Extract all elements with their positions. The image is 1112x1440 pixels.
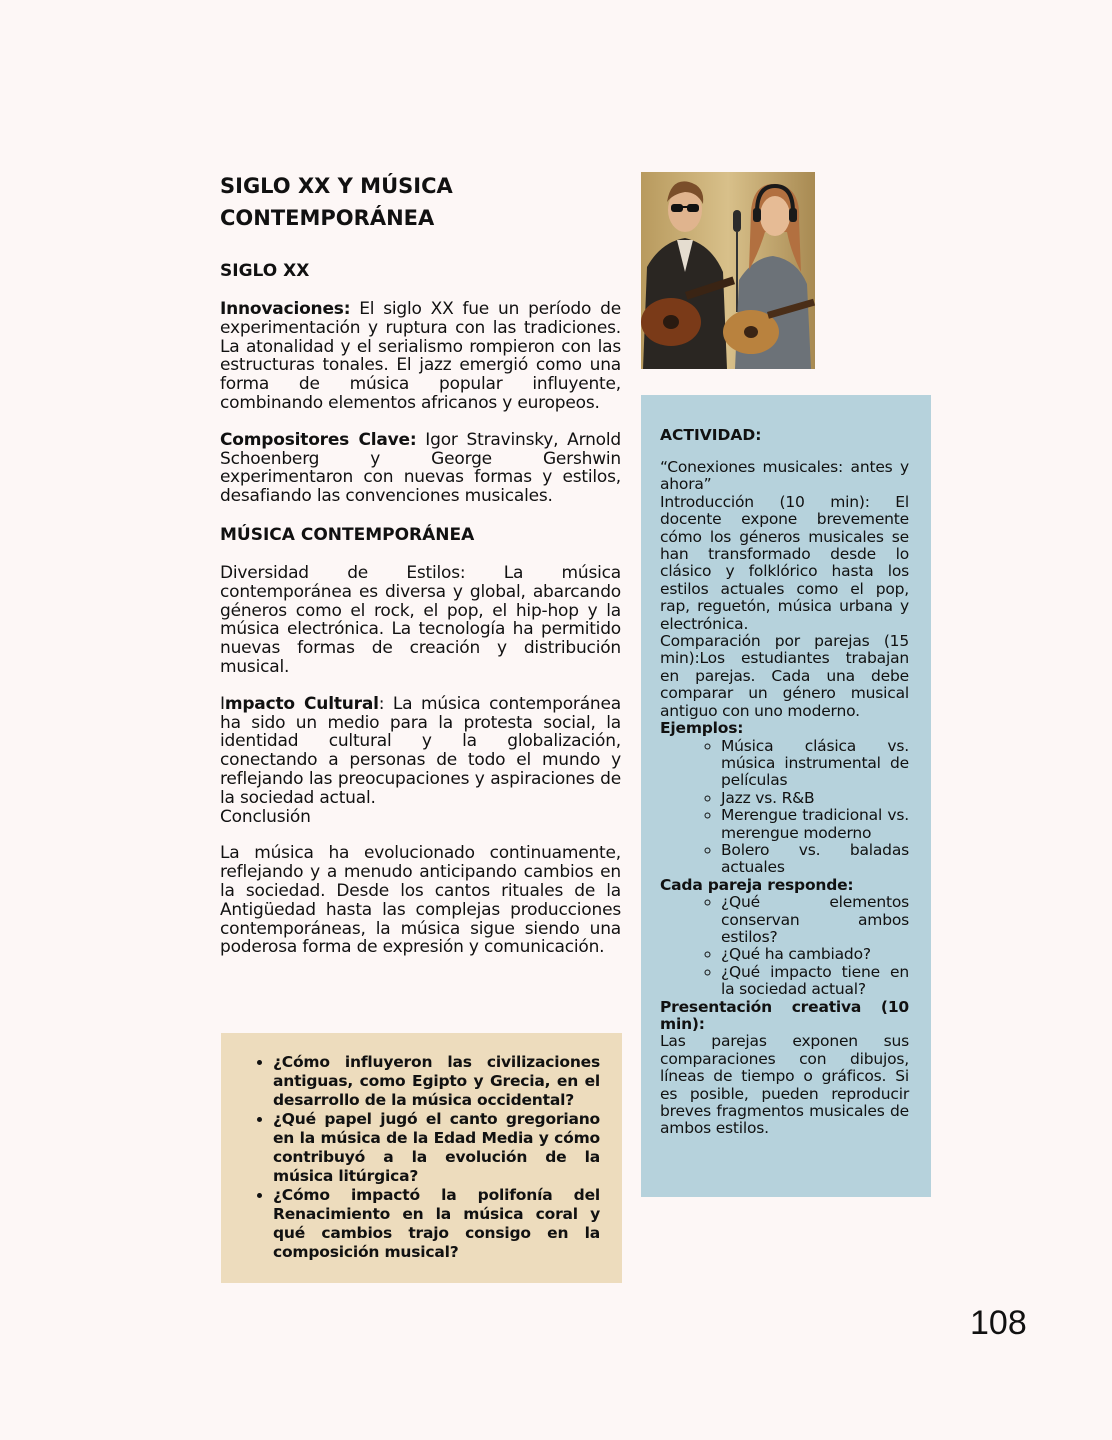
activity-comparacion: Comparación por parejas (15 min):Los estudiantes trabajan en parejas. Cada una debe comparar un género musical antiguo con uno moderno. — [660, 632, 909, 720]
paragraph-compositores — [220, 431, 621, 506]
questions-list — [243, 1053, 600, 1262]
label-innovaciones: Innovaciones: — [220, 299, 351, 319]
page-title: SIGLO XX Y MÚSICA CONTEMPORÁNEA — [220, 174, 453, 230]
paragraph-conclusion: La música ha evolucionado continuamente, reflejando y a menudo anticipando cambios en la sociedad. Desde los cantos rituales de la Antigüedad hasta las complejas producciones contemporáneas, la música sigue siendo una poderosa forma de expresión y comunicación. — [220, 843, 621, 958]
section-heading-siglo-xx: SIGLO XX — [220, 261, 310, 281]
musicians-image — [641, 172, 815, 369]
ejemplo-item: ◦ Jazz vs. R&B — [721, 790, 909, 807]
preguntas-list — [660, 894, 909, 998]
paragraph-impacto — [220, 695, 621, 808]
text-impacto: : La música contemporánea ha sido un medio para la protesta social, la identidad cultural y la globalización, conectando a personas de todo el mundo y reflejando las preocupaciones y aspiraciones de la sociedad actual. — [220, 693, 621, 808]
paragraph-diversidad: Diversidad de Estilos: La música contemporánea es diversa y global, abarcando géneros como el rock, el pop, el hip-hop y la música electrónica. La tecnología ha permitido nuevas formas de creación y distribución musical. — [220, 562, 621, 677]
ejemplo-item: ◦ Merengue tradicional vs. merengue moderno — [721, 807, 909, 842]
text-compositores: Igor Stravinsky, Arnold Schoenberg y George Gershwin experimentaron con nuevas formas y estilos, desafiando las convenciones musicales. — [220, 429, 621, 507]
questions-box — [221, 1033, 622, 1283]
page-number: 108 — [970, 1304, 1027, 1342]
label-compositores: Compositores Clave: — [220, 429, 417, 450]
question-item: • ¿Cómo impactó la polifonía del Renacimiento en la música coral y qué cambios trajo consigo en la composición musical? — [273, 1186, 600, 1262]
activity-intro: Introducción (10 min): El docente expone brevemente cómo los géneros musicales se han transformado desde lo clásico y folklórico hasta los estilos actuales como el pop, rap, reguetón, música urbana y electrónica. — [660, 492, 909, 633]
section-heading-contemporanea: MÚSICA CONTEMPORÁNEA — [220, 524, 475, 545]
pregunta-item: ◦ ¿Qué elementos conservan ambos estilos? — [721, 894, 909, 946]
label-impacto: mpacto Cultural — [224, 693, 379, 714]
presentacion-label: Presentación creativa (10 min): — [660, 997, 909, 1033]
activity-subtitle: “Conexiones musicales: antes y ahora” — [660, 458, 909, 494]
pregunta-item: ◦ ¿Qué ha cambiado? — [721, 946, 909, 963]
presentacion-text: Las parejas exponen sus comparaciones con dibujos, líneas de tiempo o gráficos. Si es posible, pueden reproducir breves fragmentos musicales de ambos estilos. — [660, 1032, 909, 1138]
ejemplo-item: ◦ Bolero vs. baladas actuales — [721, 842, 909, 877]
responde-label: Cada pareja responde: — [660, 875, 854, 894]
activity-heading: ACTIVIDAD: — [660, 426, 762, 444]
impacto-initial: I — [220, 693, 225, 714]
question-item: • ¿Qué papel jugó el canto gregoriano en la música de la Edad Media y cómo contribuyó a la evolución de la música litúrgica? — [273, 1110, 600, 1186]
paragraph-innovaciones — [220, 300, 621, 413]
main-column — [220, 170, 621, 975]
pregunta-item: ◦ ¿Qué impacto tiene en la sociedad actual? — [721, 964, 909, 999]
text-innovaciones: El siglo XX fue un período de experimentación y ruptura con las tradiciones. La atonalidad y el serialismo rompieron con las estructuras tonales. El jazz emergió como una forma de música popular influyente, combinando elementos africanos y europeos. — [220, 299, 621, 413]
ejemplos-list — [660, 738, 909, 877]
question-item: • ¿Cómo influyeron las civilizaciones antiguas, como Egipto y Grecia, en el desarrollo de la música occidental? — [273, 1053, 600, 1110]
ejemplos-label: Ejemplos: — [660, 719, 744, 738]
musicians-illustration — [641, 172, 815, 369]
conclusion-heading: Conclusión — [220, 806, 311, 827]
activity-box — [641, 395, 931, 1197]
ejemplo-item: ◦ Música clásica vs. música instrumental de películas — [721, 738, 909, 790]
